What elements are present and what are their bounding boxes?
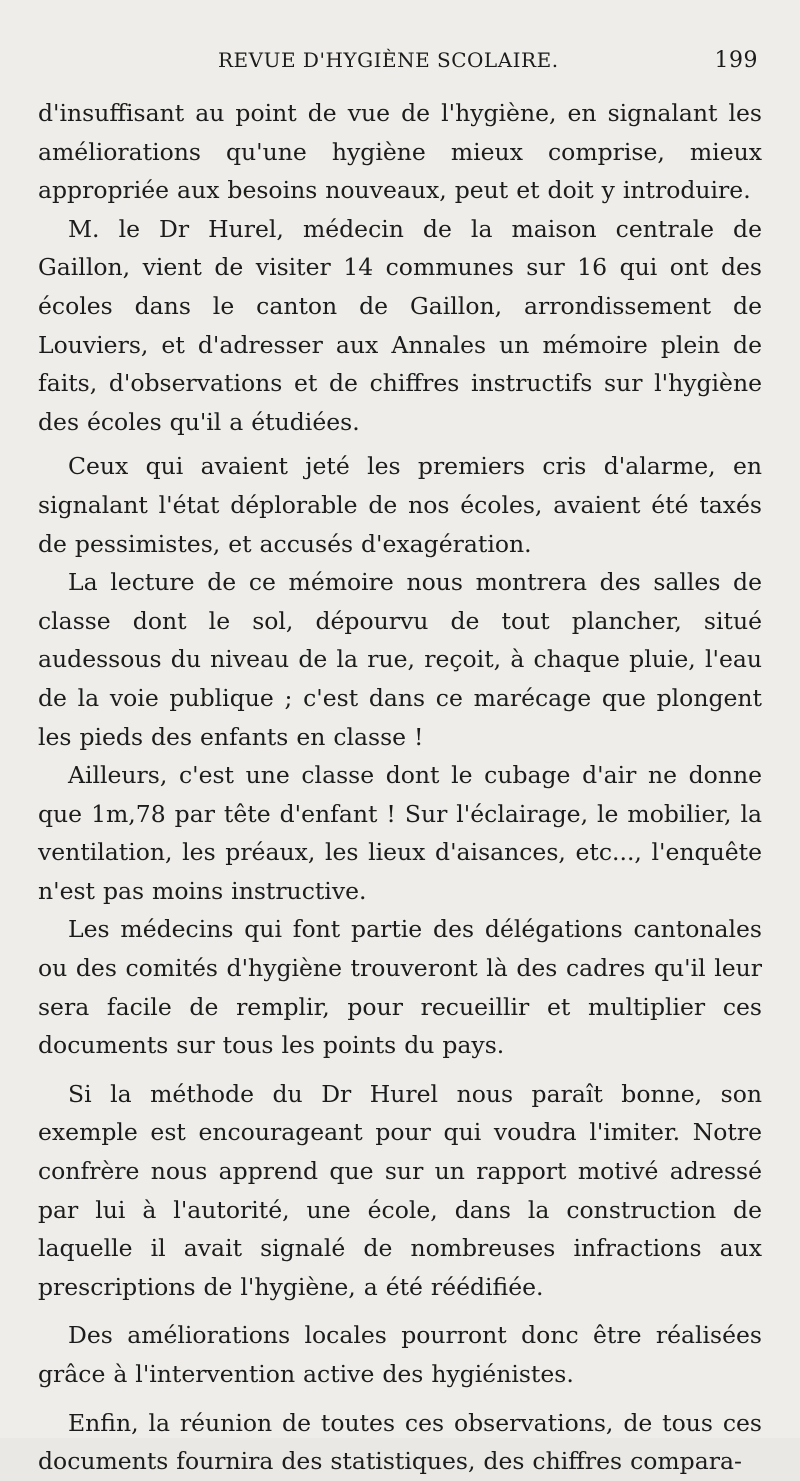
paragraph-5: Ailleurs, c'est une classe dont le cubage d'air ne donne que 1m,78 par tête d'enfant ! Sur l'éclairage, le mobilier, la ventilation, les préaux, les lieux d'aisances, etc..., l'enquête n'est pas moins instructive. [38, 761, 762, 905]
paragraph-9: Enfin, la réunion de toutes ces observations, de tous ces documents fournira des statistiques, des chiffres compara- [38, 1408, 762, 1476]
paragraph-2: M. le Dr Hurel, médecin de la maison centrale de Gaillon, vient de visiter 14 communes sur 16 qui ont des écoles dans le canton de Gaillon, arrondissement de Louviers, et d'adresser aux Annales un mémoire plein de faits, d'observations et de chiffres instructifs sur l'hygiène des écoles qu'il a étudiées. [38, 214, 762, 436]
paragraph-6: Les médecins qui font partie des délégations cantonales ou des comités d'hygiène trouveront là des cadres qu'il leur sera facile de remplir, pour recueillir et multiplier ces documents sur tous les points du pays. [38, 915, 762, 1060]
paragraph-7: Si la méthode du Dr Hurel nous paraît bonne, son exemple est encourageant pour qui voudra l'imiter. Notre confrère nous apprend que sur un rapport motivé adressé par lui à l'autorité, une école, dans la construction de laquelle il avait signalé de nombreuses infractions aux prescriptions de l'hygiène, a été réédifiée. [38, 1079, 762, 1301]
running-title: REVUE D'HYGIÈNE SCOLAIRE. [218, 48, 559, 72]
paragraph-4: La lecture de ce mémoire nous montrera des salles de classe dont le sol, dépourvu de tout plancher, situé audessous du niveau de la rue, reçoit, à chaque pluie, l'eau de la voie publique ; c'est dans ce marécage que plongent les pieds des enfants en classe ! [38, 568, 762, 751]
paragraph-8: Des améliorations locales pourront donc être réalisées grâce à l'intervention active des hygiénistes. [38, 1321, 762, 1388]
paragraph-3: Ceux qui avaient jeté les premiers cris d'alarme, en signalant l'état déplorable de nos écoles, avaient été taxés de pessimistes, et accusés d'exagération. [38, 452, 762, 558]
paragraph-1: d'insuffisant au point de vue de l'hygiène, en signalant les améliorations qu'une hygiène mieux comprise, mieux appropriée aux besoins nouveaux, peut et doit y introduire. [38, 99, 762, 205]
page-header [218, 48, 762, 94]
page-number: 199 [714, 48, 758, 73]
page-body [38, 94, 762, 1481]
